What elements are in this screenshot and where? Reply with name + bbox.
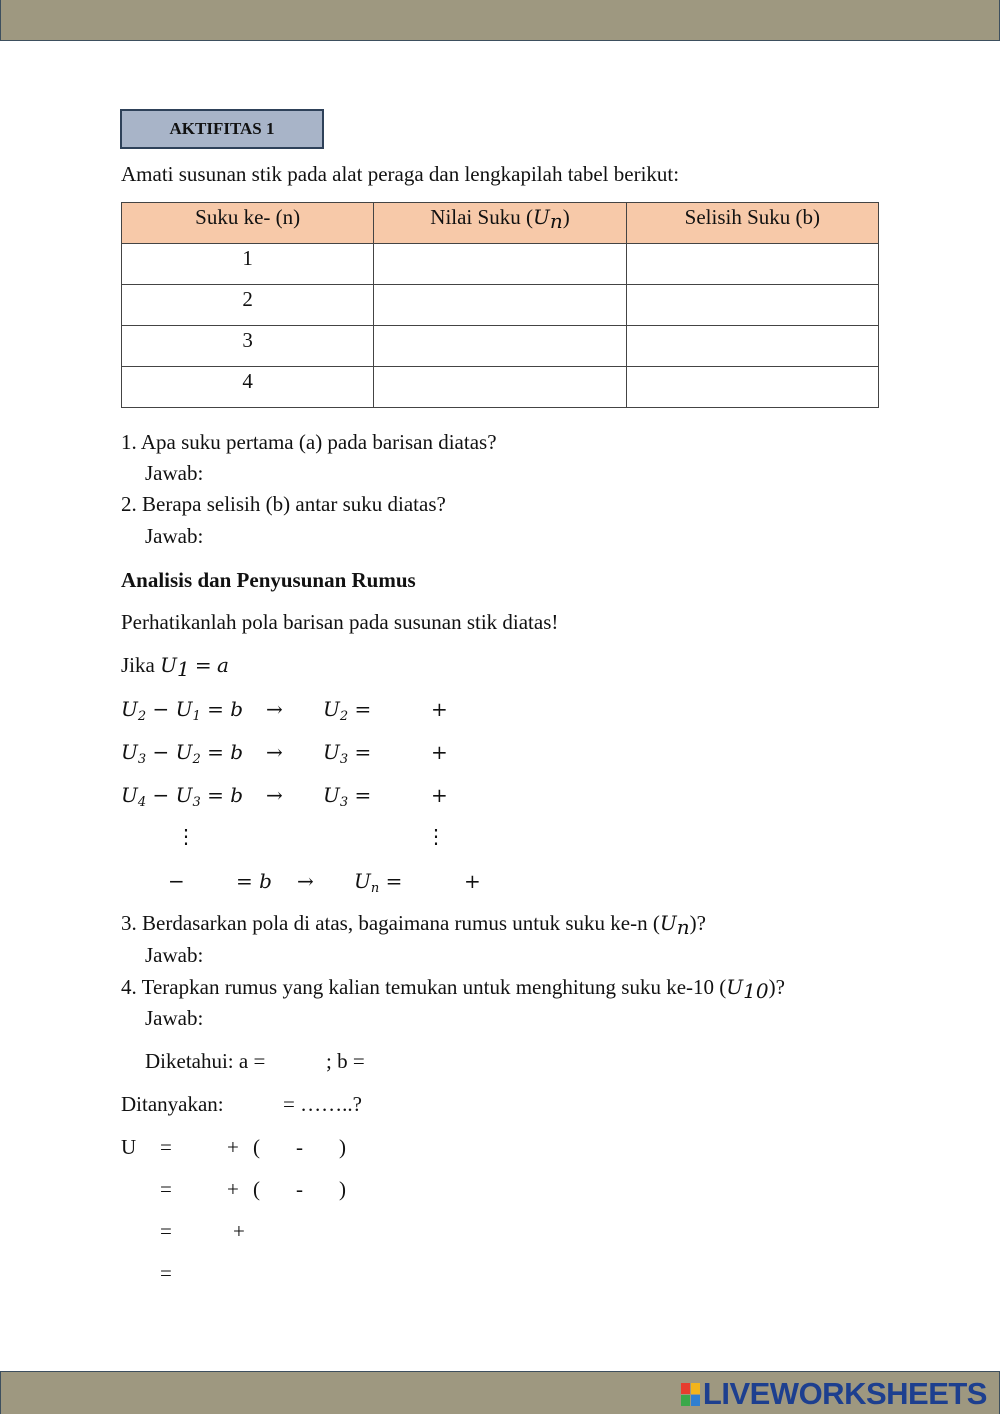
activity-label-text: AKTIFITAS 1 bbox=[169, 119, 275, 138]
bottom-band bbox=[0, 1371, 1000, 1414]
vdots-icon: ⋮ bbox=[426, 824, 446, 848]
left-paren: ( bbox=[253, 1135, 260, 1159]
diketahui-b: ; b = bbox=[326, 1049, 365, 1073]
table-row bbox=[122, 367, 879, 408]
formula-general-result: $U_n$ = bbox=[354, 869, 403, 896]
ditanyakan-label: Ditanyakan: bbox=[121, 1092, 224, 1116]
minus-sign: − bbox=[168, 869, 185, 893]
row-number: 4 bbox=[122, 367, 374, 408]
plus-sign: + bbox=[227, 1135, 239, 1159]
activity-label bbox=[120, 109, 324, 149]
ditanyakan-value: = ……..? bbox=[283, 1092, 362, 1116]
brand-mark-icon bbox=[681, 1383, 700, 1406]
formula-row-2-result: $U_2$ = bbox=[323, 697, 372, 724]
plus-sign: + bbox=[464, 869, 481, 893]
solution-u: U bbox=[121, 1135, 137, 1159]
term-value-cell[interactable] bbox=[374, 244, 626, 285]
row-number: 1 bbox=[122, 244, 374, 285]
answer-3-label: Jawab: bbox=[145, 943, 204, 967]
arrow-icon: → bbox=[266, 740, 283, 764]
answer-1-label: Jawab: bbox=[145, 461, 204, 485]
term-value-cell[interactable] bbox=[374, 326, 626, 367]
plus-sign: + bbox=[431, 740, 448, 764]
answer-2-label: Jawab: bbox=[145, 524, 204, 548]
difference-cell[interactable] bbox=[626, 244, 878, 285]
question-4: 4. Terapkan rumus yang kalian temukan untuk menghitung suku ke-10 $(U_{10})$? bbox=[121, 975, 785, 1003]
top-band bbox=[0, 0, 1000, 41]
header-term-value: Nilai Suku $(U_n)$ bbox=[374, 203, 626, 244]
formula-row-4-result: $U_3$ = bbox=[323, 783, 372, 810]
arrow-icon: → bbox=[266, 697, 283, 721]
equals-sign: = bbox=[160, 1261, 172, 1285]
right-paren: ) bbox=[339, 1177, 346, 1201]
formula-general-eq: = b bbox=[236, 869, 272, 893]
term-value-cell[interactable] bbox=[374, 367, 626, 408]
question-3: 3. Berdasarkan pola di atas, bagaimana rumus untuk suku ke-n $(U_n)$? bbox=[121, 911, 706, 939]
left-paren: ( bbox=[253, 1177, 260, 1201]
instruction: Amati susunan stik pada alat peraga dan lengkapilah tabel berikut: bbox=[121, 162, 680, 186]
table-row bbox=[122, 326, 879, 367]
difference-cell[interactable] bbox=[626, 367, 878, 408]
right-paren: ) bbox=[339, 1135, 346, 1159]
row-number: 3 bbox=[122, 326, 374, 367]
plus-sign: + bbox=[431, 783, 448, 807]
difference-cell[interactable] bbox=[626, 326, 878, 367]
formula-jika: Jika $U_1 = a$ bbox=[121, 653, 229, 681]
formula-row-2: $U_2 - U_1 = b$ bbox=[121, 697, 244, 724]
plus-sign: + bbox=[233, 1219, 245, 1243]
row-number: 2 bbox=[122, 285, 374, 326]
minus-sign: - bbox=[296, 1177, 303, 1201]
plus-sign: + bbox=[431, 697, 448, 721]
arrow-icon: → bbox=[266, 783, 283, 807]
header-term-difference: Selisih Suku (b) bbox=[626, 203, 878, 244]
equals-sign: = bbox=[160, 1219, 172, 1243]
answer-4-label: Jawab: bbox=[145, 1006, 204, 1030]
section-title: Analisis dan Penyusunan Rumus bbox=[121, 568, 416, 592]
vdots-icon: ⋮ bbox=[176, 824, 196, 848]
diketahui-a: Diketahui: a = bbox=[145, 1049, 266, 1073]
table-header-row bbox=[122, 203, 879, 244]
term-value-cell[interactable] bbox=[374, 285, 626, 326]
brand-text: LIVEWORKSHEETS bbox=[702, 1376, 987, 1411]
minus-sign: - bbox=[296, 1135, 303, 1159]
arrow-icon: → bbox=[297, 869, 314, 893]
difference-cell[interactable] bbox=[626, 285, 878, 326]
formula-row-4: $U_4 - U_3 = b$ bbox=[121, 783, 244, 810]
sequence-table bbox=[121, 202, 879, 408]
equals-sign: = bbox=[160, 1177, 172, 1201]
formula-row-3-result: $U_3$ = bbox=[323, 740, 372, 767]
plus-sign: + bbox=[227, 1177, 239, 1201]
formula-row-3: $U_3 - U_2 = b$ bbox=[121, 740, 244, 767]
table-row bbox=[122, 244, 879, 285]
liveworksheets-logo[interactable] bbox=[681, 1376, 987, 1412]
question-1: 1. Apa suku pertama (a) pada barisan diatas? bbox=[121, 430, 497, 454]
question-2: 2. Berapa selisih (b) antar suku diatas? bbox=[121, 492, 446, 516]
equals-sign: = bbox=[160, 1135, 172, 1159]
intro-text: Perhatikanlah pola barisan pada susunan stik diatas! bbox=[121, 610, 559, 634]
table-row bbox=[122, 285, 879, 326]
header-term-number: Suku ke- (n) bbox=[122, 203, 374, 244]
